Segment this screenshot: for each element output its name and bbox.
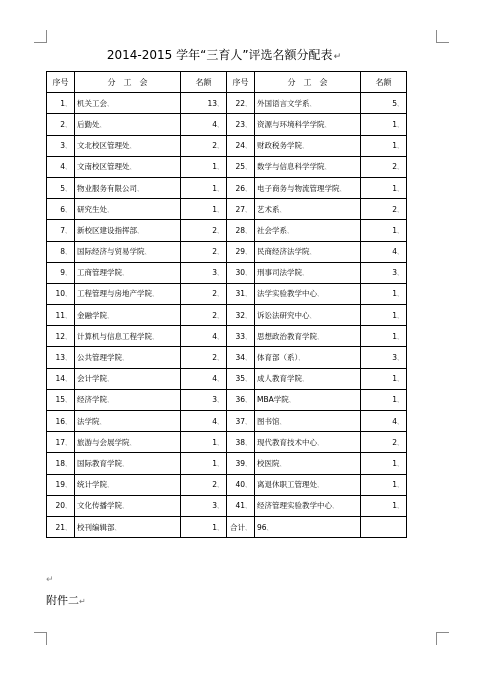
row-number: 27、 (227, 199, 255, 220)
cell-mark-icon: 、 (244, 418, 251, 426)
quota-value: 13、 (181, 93, 227, 114)
table-row (47, 220, 407, 241)
row-number: 33、 (227, 326, 255, 347)
table-body (47, 93, 407, 538)
cell-mark-icon: 、 (317, 482, 324, 490)
quota-value: 2、 (181, 305, 227, 326)
cell-mark-icon: 、 (396, 100, 403, 108)
row-number: 19、 (47, 474, 75, 495)
quota-value: 3、 (181, 389, 227, 410)
cell-mark-icon: 、 (288, 397, 295, 405)
department-name: 金融学院、 (75, 305, 181, 326)
cell-mark-icon: 、 (64, 376, 71, 384)
table-row (47, 93, 407, 114)
quota-value: 3、 (181, 262, 227, 283)
cell-mark-icon: 、 (396, 270, 403, 278)
department-name: 研究生处、 (75, 199, 181, 220)
department-name: 法学实验教学中心、 (255, 283, 361, 304)
quota-value: 1、 (361, 368, 407, 389)
cell-mark-icon: 、 (396, 482, 403, 490)
paragraph-mark-icon: ↵ (46, 575, 54, 585)
row-number: 22、 (227, 93, 255, 114)
department-name: 数学与信息科学学院、 (255, 156, 361, 177)
table-row (47, 516, 407, 537)
cell-mark-icon: 、 (244, 143, 251, 151)
row-number: 24、 (227, 135, 255, 156)
cell-mark-icon: 、 (137, 227, 144, 235)
header-num: 序号 (227, 72, 255, 93)
quota-value: 1、 (361, 326, 407, 347)
cell-mark-icon: 、 (287, 227, 294, 235)
table-row (47, 411, 407, 432)
department-name: 工程管理与房地产学院、 (75, 283, 181, 304)
department-name: 离退休职工管理处、 (255, 474, 361, 495)
department-name: 体育部（系）、 (255, 347, 361, 368)
department-name: 机关工会、 (75, 93, 181, 114)
cell-mark-icon: 、 (216, 249, 223, 257)
row-number: 21、 (47, 516, 75, 537)
department-name: 外国语言文学系、 (255, 93, 361, 114)
cell-mark-icon: 、 (216, 164, 223, 172)
quota-value: 1、 (361, 389, 407, 410)
row-number: 25、 (227, 156, 255, 177)
row-number: 26、 (227, 177, 255, 198)
department-name: 经济管理实验教学中心、 (255, 495, 361, 516)
cell-mark-icon: 、 (244, 376, 251, 384)
quota-value (361, 516, 407, 537)
table-row (47, 156, 407, 177)
quota-value: 5、 (361, 93, 407, 114)
table-row (47, 453, 407, 474)
cell-mark-icon: 、 (279, 460, 286, 468)
cell-mark-icon: 、 (309, 312, 316, 320)
table-header-row (47, 72, 407, 93)
cell-mark-icon: 、 (244, 503, 251, 511)
quota-value: 2、 (181, 135, 227, 156)
row-number: 35、 (227, 368, 255, 389)
header-num: 序号 (47, 72, 75, 93)
cell-mark-icon: 、 (396, 439, 403, 447)
row-number: 17、 (47, 432, 75, 453)
quota-value: 2、 (361, 199, 407, 220)
row-number: 5、 (47, 177, 75, 198)
quota-value: 1、 (361, 495, 407, 516)
table-row (47, 474, 407, 495)
cell-mark-icon: 、 (216, 482, 223, 490)
table-row (47, 495, 407, 516)
cell-mark-icon: 、 (244, 355, 251, 363)
department-name: 图书馆、 (255, 411, 361, 432)
cell-mark-icon: 、 (244, 185, 251, 193)
quota-value: 4、 (361, 241, 407, 262)
row-number: 11、 (47, 305, 75, 326)
row-number: 18、 (47, 453, 75, 474)
quota-value: 1、 (181, 199, 227, 220)
cell-mark-icon: 、 (64, 503, 71, 511)
cell-mark-icon: 、 (302, 143, 309, 151)
row-number: 20、 (47, 495, 75, 516)
quota-value: 1、 (361, 177, 407, 198)
table-row (47, 177, 407, 198)
table-row (47, 305, 407, 326)
quota-value: 1、 (361, 305, 407, 326)
row-number: 36、 (227, 389, 255, 410)
department-name: 96、 (255, 516, 361, 537)
cell-mark-icon: 、 (64, 121, 71, 129)
cell-mark-icon: 、 (216, 312, 223, 320)
cell-mark-icon: 、 (396, 164, 403, 172)
department-name: 国际教育学院、 (75, 453, 181, 474)
cell-mark-icon: 、 (396, 121, 403, 129)
quota-value: 1、 (361, 135, 407, 156)
cell-mark-icon: 、 (107, 376, 114, 384)
department-name: 公共管理学院、 (75, 347, 181, 368)
table-row (47, 283, 407, 304)
row-number: 7、 (47, 220, 75, 241)
cell-mark-icon: 、 (152, 333, 159, 341)
cell-mark-icon: 、 (107, 482, 114, 490)
cell-mark-icon: 、 (339, 185, 346, 193)
row-number: 10、 (47, 283, 75, 304)
department-name: 工商管理学院、 (75, 262, 181, 283)
header-quota: 名额 (361, 72, 407, 93)
quota-value: 4、 (181, 411, 227, 432)
cell-mark-icon: 、 (216, 397, 223, 405)
cell-mark-icon: 、 (324, 121, 331, 129)
cell-mark-icon: 、 (216, 143, 223, 151)
cell-mark-icon: 、 (129, 143, 136, 151)
cell-mark-icon: 、 (317, 333, 324, 341)
quota-value: 2、 (181, 474, 227, 495)
cell-mark-icon: 、 (216, 121, 223, 129)
row-number: 6、 (47, 199, 75, 220)
cell-mark-icon: 、 (396, 460, 403, 468)
department-name: 旅游与会展学院、 (75, 432, 181, 453)
cell-mark-icon: 、 (64, 482, 71, 490)
cell-mark-icon: 、 (99, 418, 106, 426)
cell-mark-icon: 、 (396, 185, 403, 193)
row-number: 14、 (47, 368, 75, 389)
quota-value: 4、 (181, 114, 227, 135)
row-number: 13、 (47, 347, 75, 368)
row-number: 32、 (227, 305, 255, 326)
department-name: 刑事司法学院、 (255, 262, 361, 283)
cell-mark-icon: 、 (396, 355, 403, 363)
quota-value: 1、 (181, 453, 227, 474)
cell-mark-icon: 、 (216, 524, 223, 532)
row-number: 3、 (47, 135, 75, 156)
page-corner-mark (34, 30, 47, 43)
cell-mark-icon: 、 (64, 164, 71, 172)
cell-mark-icon: 、 (122, 460, 129, 468)
cell-mark-icon: 、 (244, 460, 251, 468)
cell-mark-icon: 、 (216, 376, 223, 384)
cell-mark-icon: 、 (396, 333, 403, 341)
row-number: 23、 (227, 114, 255, 135)
cell-mark-icon: 、 (144, 249, 151, 257)
department-name: 法学院、 (75, 411, 181, 432)
cell-mark-icon: 、 (107, 312, 114, 320)
row-number: 28、 (227, 220, 255, 241)
department-name: 财政税务学院、 (255, 135, 361, 156)
quota-value: 1、 (181, 156, 227, 177)
cell-mark-icon: 、 (244, 164, 251, 172)
cell-mark-icon: 、 (244, 439, 251, 447)
cell-mark-icon: 、 (107, 206, 114, 214)
cell-mark-icon: 、 (244, 227, 251, 235)
department-name: 校医院、 (255, 453, 361, 474)
row-number: 15、 (47, 389, 75, 410)
cell-mark-icon: 、 (64, 291, 71, 299)
row-number: 41、 (227, 495, 255, 516)
cell-mark-icon: 、 (137, 185, 144, 193)
quota-value: 2、 (181, 220, 227, 241)
cell-mark-icon: 、 (216, 460, 223, 468)
page-corner-mark (34, 632, 47, 645)
quota-value: 4、 (181, 326, 227, 347)
paragraph-mark-icon: ↵ (79, 597, 86, 606)
row-number: 39、 (227, 453, 255, 474)
cell-mark-icon: 、 (244, 291, 251, 299)
table-row (47, 262, 407, 283)
department-name: 艺术系、 (255, 199, 361, 220)
header-quota: 名额 (181, 72, 227, 93)
cell-mark-icon: 、 (244, 206, 251, 214)
cell-mark-icon: 、 (152, 291, 159, 299)
cell-mark-icon: 、 (64, 206, 71, 214)
quota-value: 2、 (181, 283, 227, 304)
quota-value: 3、 (361, 262, 407, 283)
department-name: 新校区建设指挥部、 (75, 220, 181, 241)
department-name: 经济学院、 (75, 389, 181, 410)
cell-mark-icon: 、 (396, 249, 403, 257)
cell-mark-icon: 、 (216, 270, 223, 278)
cell-mark-icon: 、 (396, 227, 403, 235)
quota-value: 4、 (181, 368, 227, 389)
quota-value: 3、 (181, 495, 227, 516)
cell-mark-icon: 、 (244, 397, 251, 405)
row-number: 38、 (227, 432, 255, 453)
department-name: 思想政治教育学院、 (255, 326, 361, 347)
table-row (47, 326, 407, 347)
quota-value: 2、 (361, 432, 407, 453)
cell-mark-icon: 、 (129, 164, 136, 172)
cell-mark-icon: 、 (396, 376, 403, 384)
cell-mark-icon: 、 (244, 312, 251, 320)
cell-mark-icon: 、 (396, 418, 403, 426)
cell-mark-icon: 、 (216, 333, 223, 341)
cell-mark-icon: 、 (114, 524, 121, 532)
quota-value: 1、 (181, 516, 227, 537)
department-name: 文北校区管理处、 (75, 135, 181, 156)
cell-mark-icon: 、 (396, 397, 403, 405)
department-name: 校刊编辑部、 (75, 516, 181, 537)
cell-mark-icon: 、 (244, 121, 251, 129)
row-number: 1、 (47, 93, 75, 114)
department-name: 国际经济与贸易学院、 (75, 241, 181, 262)
row-number: 合计、 (227, 516, 255, 537)
row-number: 12、 (47, 326, 75, 347)
quota-value: 2、 (181, 241, 227, 262)
cell-mark-icon: 、 (396, 206, 403, 214)
cell-mark-icon: 、 (244, 333, 251, 341)
cell-mark-icon: 、 (317, 439, 324, 447)
quota-value: 1、 (181, 432, 227, 453)
cell-mark-icon: 、 (129, 439, 136, 447)
cell-mark-icon: 、 (64, 355, 71, 363)
quota-value: 3、 (361, 347, 407, 368)
cell-mark-icon: 、 (64, 418, 71, 426)
cell-mark-icon: 、 (122, 355, 129, 363)
cell-mark-icon: 、 (64, 100, 71, 108)
quota-value: 1、 (361, 220, 407, 241)
row-number: 34、 (227, 347, 255, 368)
department-name: 会计学院、 (75, 368, 181, 389)
header-dept: 分 工 会 (75, 72, 181, 93)
appendix-label (46, 592, 86, 608)
department-name: 诉讼法研究中心、 (255, 305, 361, 326)
cell-mark-icon: 、 (64, 333, 71, 341)
table-row (47, 368, 407, 389)
cell-mark-icon: 、 (216, 206, 223, 214)
table-row (47, 135, 407, 156)
quota-value: 2、 (361, 156, 407, 177)
cell-mark-icon: 、 (396, 143, 403, 151)
cell-mark-icon: 、 (216, 185, 223, 193)
cell-mark-icon: 、 (396, 291, 403, 299)
department-name: 文南校区管理处、 (75, 156, 181, 177)
cell-mark-icon: 、 (216, 291, 223, 299)
cell-mark-icon: 、 (122, 503, 129, 511)
cell-mark-icon: 、 (216, 355, 223, 363)
cell-mark-icon: 、 (216, 227, 223, 235)
department-name: 文化传播学院、 (75, 495, 181, 516)
appendix-text: 附件二 (46, 594, 79, 607)
quota-value: 1、 (361, 474, 407, 495)
cell-mark-icon: 、 (396, 312, 403, 320)
row-number: 9、 (47, 262, 75, 283)
cell-mark-icon: 、 (317, 291, 324, 299)
cell-mark-icon: 、 (266, 524, 273, 532)
department-name: 物业服务有限公司、 (75, 177, 181, 198)
table-row (47, 241, 407, 262)
cell-mark-icon: 、 (302, 270, 309, 278)
cell-mark-icon: 、 (64, 439, 71, 447)
table-row (47, 199, 407, 220)
cell-mark-icon: 、 (216, 503, 223, 511)
cell-mark-icon: 、 (309, 100, 316, 108)
cell-mark-icon: 、 (324, 164, 331, 172)
page-corner-mark (436, 30, 449, 43)
cell-mark-icon: 、 (216, 418, 223, 426)
row-number: 2、 (47, 114, 75, 135)
department-name: MBA学院、 (255, 389, 361, 410)
table-row (47, 432, 407, 453)
quota-value: 1、 (361, 114, 407, 135)
department-name: 民商经济法学院、 (255, 241, 361, 262)
document-title (46, 47, 402, 65)
department-name: 成人教育学院、 (255, 368, 361, 389)
cell-mark-icon: 、 (302, 376, 309, 384)
row-number: 4、 (47, 156, 75, 177)
cell-mark-icon: 、 (64, 249, 71, 257)
row-number: 29、 (227, 241, 255, 262)
quota-value: 2、 (181, 347, 227, 368)
header-dept: 分 工 会 (255, 72, 361, 93)
table-row (47, 114, 407, 135)
department-name: 社会学系、 (255, 220, 361, 241)
row-number: 37、 (227, 411, 255, 432)
table-row (47, 389, 407, 410)
cell-mark-icon: 、 (107, 397, 114, 405)
cell-mark-icon: 、 (244, 270, 251, 278)
quota-value: 4、 (361, 411, 407, 432)
cell-mark-icon: 、 (64, 185, 71, 193)
row-number: 16、 (47, 411, 75, 432)
cell-mark-icon: 、 (64, 143, 71, 151)
cell-mark-icon: 、 (107, 100, 114, 108)
department-name: 现代教育技术中心、 (255, 432, 361, 453)
department-name: 电子商务与物流管理学院、 (255, 177, 361, 198)
department-name: 后勤处、 (75, 114, 181, 135)
cell-mark-icon: 、 (244, 482, 251, 490)
table-row (47, 347, 407, 368)
cell-mark-icon: 、 (64, 460, 71, 468)
quota-value: 1、 (181, 177, 227, 198)
quota-value: 1、 (361, 453, 407, 474)
cell-mark-icon: 、 (244, 524, 251, 532)
paragraph-mark-icon: ↵ (333, 52, 342, 62)
cell-mark-icon: 、 (64, 227, 71, 235)
allocation-table (46, 71, 407, 538)
department-name: 计算机与信息工程学院、 (75, 326, 181, 347)
cell-mark-icon: 、 (216, 439, 223, 447)
department-name: 统计学院、 (75, 474, 181, 495)
cell-mark-icon: 、 (309, 249, 316, 257)
row-number: 8、 (47, 241, 75, 262)
page-corner-mark (436, 632, 449, 645)
cell-mark-icon: 、 (298, 355, 305, 363)
row-number: 31、 (227, 283, 255, 304)
cell-mark-icon: 、 (64, 397, 71, 405)
row-number: 40、 (227, 474, 255, 495)
cell-mark-icon: 、 (99, 121, 106, 129)
row-number: 30、 (227, 262, 255, 283)
cell-mark-icon: 、 (279, 206, 286, 214)
department-name: 资源与环境科学学院、 (255, 114, 361, 135)
cell-mark-icon: 、 (396, 503, 403, 511)
cell-mark-icon: 、 (279, 418, 286, 426)
cell-mark-icon: 、 (244, 249, 251, 257)
cell-mark-icon: 、 (244, 100, 251, 108)
cell-mark-icon: 、 (64, 312, 71, 320)
cell-mark-icon: 、 (64, 270, 71, 278)
cell-mark-icon: 、 (64, 524, 71, 532)
document-title-text: 2014-2015 学年“三育人”评选名额分配表 (106, 48, 333, 62)
cell-mark-icon: 、 (216, 100, 223, 108)
quota-value: 1、 (361, 283, 407, 304)
cell-mark-icon: 、 (122, 270, 129, 278)
cell-mark-icon: 、 (332, 503, 339, 511)
